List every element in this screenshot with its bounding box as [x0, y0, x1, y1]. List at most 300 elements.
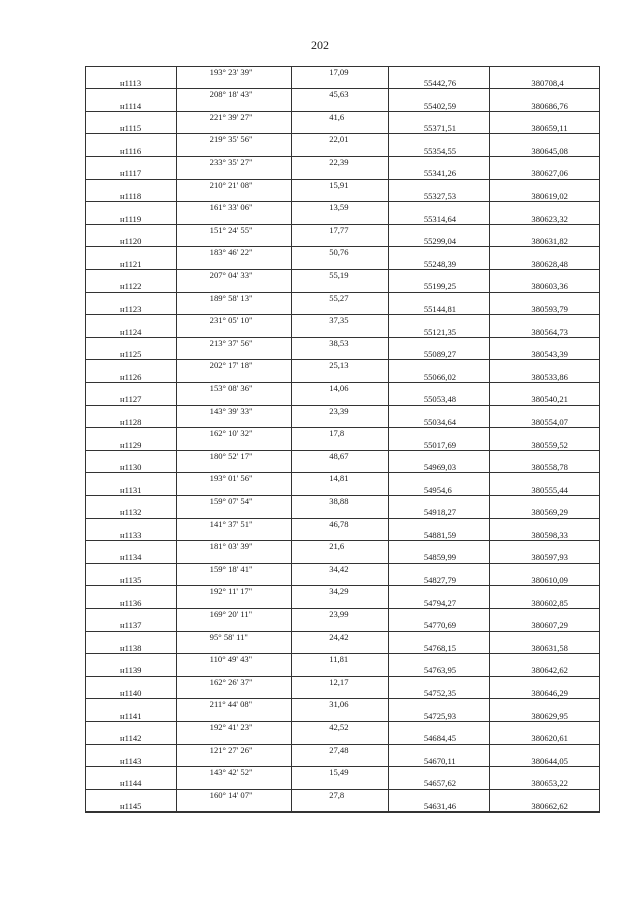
point-name-cell	[86, 101, 177, 111]
y-coordinate: 380659,11	[531, 123, 568, 134]
direction-angle-cell	[177, 293, 293, 304]
x-coordinate: 54631,46	[423, 801, 457, 811]
point-name: н1125	[120, 349, 142, 360]
y-coordinate-cell	[490, 281, 599, 291]
y-coordinate-cell	[490, 643, 599, 653]
x-coordinate-cell	[389, 417, 491, 427]
empty-cell	[490, 745, 599, 756]
distance-cell	[292, 473, 389, 484]
x-coordinate: 54794,27	[423, 597, 457, 608]
segment-row	[86, 473, 599, 484]
segment-row	[86, 722, 599, 733]
x-coordinate-cell	[389, 552, 491, 562]
distance: 23,99	[329, 608, 349, 619]
distance-cell	[292, 632, 389, 643]
distance: 22,39	[329, 157, 349, 168]
direction-angle-cell	[177, 519, 293, 530]
empty-cell	[389, 157, 491, 168]
point-name: н1141	[120, 710, 142, 721]
point-name: н1139	[120, 665, 142, 676]
distance: 34,42	[329, 563, 349, 574]
distance-cell	[292, 293, 389, 304]
distance: 45,63	[329, 89, 349, 100]
point-name-cell	[86, 575, 177, 585]
empty-cell	[292, 327, 389, 337]
x-coordinate: 55089,27	[423, 349, 457, 360]
direction-angle-cell	[177, 338, 293, 349]
distance: 37,35	[329, 315, 349, 326]
point-name-cell	[86, 733, 177, 743]
distance-cell	[292, 722, 389, 733]
direction-angle: 151° 24' 55"	[209, 224, 253, 235]
direction-angle: 180° 52' 17"	[209, 450, 253, 461]
empty-cell	[292, 281, 389, 291]
x-coordinate-cell	[389, 101, 491, 111]
empty-cell	[389, 722, 491, 733]
point-name: н1118	[120, 190, 142, 201]
x-coordinate: 54768,15	[423, 642, 457, 653]
empty-cell	[86, 767, 177, 778]
y-coordinate-cell	[490, 756, 599, 766]
point-row	[86, 665, 599, 676]
empty-cell	[490, 180, 599, 191]
segment-row	[86, 112, 599, 123]
empty-cell	[177, 123, 293, 133]
distance-cell	[292, 564, 389, 575]
y-coordinate: 380686,76	[531, 100, 568, 111]
distance-cell	[292, 541, 389, 552]
empty-cell	[389, 202, 491, 213]
point-name: н1117	[120, 168, 142, 179]
direction-angle: 233° 35' 27"	[209, 157, 253, 168]
empty-cell	[490, 202, 599, 213]
empty-cell	[86, 745, 177, 756]
distance: 31,06	[329, 699, 349, 710]
empty-cell	[177, 146, 293, 156]
direction-angle-cell	[177, 67, 293, 78]
y-coordinate-cell	[490, 598, 599, 608]
empty-cell	[177, 78, 293, 88]
empty-cell	[292, 304, 389, 314]
distance: 25,13	[329, 360, 349, 371]
empty-cell	[389, 180, 491, 191]
x-coordinate: 54670,11	[423, 755, 456, 766]
x-coordinate: 55371,51	[423, 123, 457, 134]
distance-cell	[292, 338, 389, 349]
segment-row	[86, 790, 599, 801]
y-coordinate: 380564,73	[531, 326, 568, 337]
x-coordinate-cell	[389, 575, 491, 585]
y-coordinate: 380540,21	[531, 394, 568, 405]
x-coordinate: 55034,64	[423, 416, 457, 427]
direction-angle-cell	[177, 745, 293, 756]
x-coordinate-cell	[389, 372, 491, 382]
x-coordinate: 55402,59	[423, 100, 457, 111]
empty-cell	[490, 270, 599, 281]
empty-cell	[292, 530, 389, 540]
y-coordinate: 380555,44	[531, 484, 568, 495]
direction-angle: 219° 35' 56"	[209, 134, 253, 145]
direction-angle: 159° 18' 41"	[209, 563, 253, 574]
direction-angle: 143° 42' 52"	[209, 767, 253, 778]
y-coordinate-cell	[490, 778, 599, 788]
point-row	[86, 101, 599, 112]
distance: 24,42	[329, 631, 349, 642]
y-coordinate: 380662,62	[531, 801, 568, 811]
direction-angle-cell	[177, 406, 293, 417]
page-number: 202	[311, 38, 329, 52]
direction-angle-cell	[177, 383, 293, 394]
distance-cell	[292, 383, 389, 394]
x-coordinate: 55248,39	[423, 258, 457, 269]
direction-angle-cell	[177, 632, 293, 643]
point-name: н1119	[120, 213, 142, 224]
segment-row	[86, 767, 599, 778]
y-coordinate-cell	[490, 733, 599, 743]
x-coordinate-cell	[389, 530, 491, 540]
distance-cell	[292, 745, 389, 756]
distance-cell	[292, 270, 389, 281]
point-name: н1114	[120, 100, 142, 111]
empty-cell	[86, 89, 177, 100]
point-name-cell	[86, 123, 177, 133]
empty-cell	[292, 485, 389, 495]
y-coordinate-cell	[490, 304, 599, 314]
empty-cell	[490, 247, 599, 258]
empty-cell	[490, 293, 599, 304]
empty-cell	[389, 134, 491, 145]
distance-cell	[292, 89, 389, 100]
point-row	[86, 801, 599, 812]
distance-cell	[292, 67, 389, 78]
empty-cell	[490, 157, 599, 168]
distance-cell	[292, 767, 389, 778]
empty-cell	[177, 778, 293, 788]
empty-cell	[86, 67, 177, 78]
direction-angle: 193° 23' 39"	[209, 67, 253, 77]
direction-angle: 207° 04' 33"	[209, 270, 253, 281]
empty-cell	[86, 247, 177, 258]
empty-cell	[389, 247, 491, 258]
x-coordinate-cell	[389, 756, 491, 766]
x-coordinate-cell	[389, 78, 491, 88]
distance-cell	[292, 519, 389, 530]
empty-cell	[177, 598, 293, 608]
y-coordinate-cell	[490, 327, 599, 337]
distance-cell	[292, 112, 389, 123]
distance: 13,59	[329, 202, 349, 213]
point-name: н1130	[120, 462, 142, 473]
y-coordinate: 380653,22	[531, 778, 568, 789]
empty-cell	[490, 225, 599, 236]
direction-angle: 110° 49' 43"	[209, 654, 253, 665]
segment-row	[86, 519, 599, 530]
distance: 55,27	[329, 292, 349, 303]
point-name-cell	[86, 620, 177, 630]
x-coordinate-cell	[389, 507, 491, 517]
empty-cell	[292, 259, 389, 269]
empty-cell	[86, 496, 177, 507]
x-coordinate: 54827,79	[423, 575, 457, 586]
direction-angle-cell	[177, 541, 293, 552]
point-name: н1134	[120, 552, 142, 563]
point-name-cell	[86, 304, 177, 314]
direction-angle-cell	[177, 157, 293, 168]
empty-cell	[292, 78, 389, 88]
empty-cell	[177, 304, 293, 314]
empty-cell	[389, 112, 491, 123]
point-row	[86, 440, 599, 451]
empty-cell	[490, 428, 599, 439]
empty-cell	[490, 677, 599, 688]
direction-angle-cell	[177, 112, 293, 123]
y-coordinate-cell	[490, 214, 599, 224]
point-name-cell	[86, 643, 177, 653]
point-name: н1144	[120, 778, 142, 789]
empty-cell	[490, 609, 599, 620]
direction-angle-cell	[177, 722, 293, 733]
segment-row	[86, 541, 599, 552]
point-name: н1140	[120, 688, 142, 699]
empty-cell	[389, 360, 491, 371]
distance: 21,6	[329, 541, 345, 552]
empty-cell	[389, 67, 491, 78]
segment-row	[86, 632, 599, 643]
empty-cell	[490, 134, 599, 145]
point-name-cell	[86, 349, 177, 359]
empty-cell	[86, 406, 177, 417]
direction-angle-cell	[177, 473, 293, 484]
empty-cell	[292, 711, 389, 721]
empty-cell	[292, 191, 389, 201]
y-coordinate-cell	[490, 530, 599, 540]
y-coordinate-cell	[490, 146, 599, 156]
empty-cell	[292, 236, 389, 246]
point-row	[86, 372, 599, 383]
y-coordinate: 380593,79	[531, 303, 568, 314]
empty-cell	[389, 338, 491, 349]
point-name-cell	[86, 801, 177, 811]
x-coordinate: 54657,62	[423, 778, 457, 789]
direction-angle-cell	[177, 609, 293, 620]
x-coordinate: 55066,02	[423, 371, 457, 382]
empty-cell	[292, 440, 389, 450]
segment-row	[86, 67, 599, 78]
distance: 50,76	[329, 247, 349, 258]
y-coordinate: 380646,29	[531, 688, 568, 699]
distance: 14,81	[329, 473, 349, 484]
y-coordinate-cell	[490, 236, 599, 246]
segment-row	[86, 609, 599, 620]
distance: 17,8	[329, 428, 345, 439]
empty-cell	[292, 620, 389, 630]
segment-row	[86, 180, 599, 191]
point-name-cell	[86, 281, 177, 291]
point-name: н1126	[120, 371, 142, 382]
x-coordinate: 55442,76	[423, 78, 457, 88]
point-row	[86, 394, 599, 405]
y-coordinate: 380602,85	[531, 597, 568, 608]
x-coordinate: 54770,69	[423, 620, 457, 631]
empty-cell	[490, 632, 599, 643]
point-row	[86, 236, 599, 247]
empty-cell	[490, 767, 599, 778]
y-coordinate-cell	[490, 665, 599, 675]
direction-angle-cell	[177, 180, 293, 191]
point-row	[86, 507, 599, 518]
y-coordinate: 380623,32	[531, 213, 568, 224]
x-coordinate-cell	[389, 123, 491, 133]
distance: 38,53	[329, 337, 349, 348]
point-row	[86, 78, 599, 89]
point-name-cell	[86, 191, 177, 201]
empty-cell	[389, 293, 491, 304]
point-row	[86, 620, 599, 631]
segment-row	[86, 406, 599, 417]
direction-angle: 183° 46' 22"	[209, 247, 253, 258]
point-name-cell	[86, 372, 177, 382]
empty-cell	[86, 202, 177, 213]
empty-cell	[177, 733, 293, 743]
direction-angle-cell	[177, 225, 293, 236]
empty-cell	[389, 564, 491, 575]
point-name: н1122	[120, 281, 142, 292]
direction-angle: 192° 11' 17"	[209, 586, 253, 597]
direction-angle: 162° 10' 32"	[209, 428, 253, 439]
empty-cell	[177, 214, 293, 224]
y-coordinate: 380629,95	[531, 710, 568, 721]
empty-cell	[177, 394, 293, 404]
direction-angle: 141° 37' 51"	[209, 518, 253, 529]
direction-angle: 192° 41' 23"	[209, 721, 253, 732]
empty-cell	[389, 225, 491, 236]
point-name-cell	[86, 688, 177, 698]
empty-cell	[389, 677, 491, 688]
segment-row	[86, 564, 599, 575]
direction-angle: 95° 58' 11"	[209, 631, 248, 642]
point-name-cell	[86, 552, 177, 562]
segment-row	[86, 699, 599, 710]
segment-row	[86, 270, 599, 281]
y-coordinate-cell	[490, 688, 599, 698]
distance: 22,01	[329, 134, 349, 145]
x-coordinate-cell	[389, 711, 491, 721]
empty-cell	[177, 327, 293, 337]
distance-cell	[292, 451, 389, 462]
empty-cell	[86, 315, 177, 326]
distance: 27,48	[329, 744, 349, 755]
x-coordinate-cell	[389, 440, 491, 450]
distance-cell	[292, 157, 389, 168]
point-row	[86, 778, 599, 789]
direction-angle-cell	[177, 790, 293, 801]
empty-cell	[292, 688, 389, 698]
segment-row	[86, 89, 599, 100]
empty-cell	[177, 236, 293, 246]
empty-cell	[177, 575, 293, 585]
empty-cell	[86, 112, 177, 123]
y-coordinate: 380610,09	[531, 575, 568, 586]
direction-angle: 213° 37' 56"	[209, 337, 253, 348]
x-coordinate: 54881,59	[423, 529, 457, 540]
empty-cell	[389, 383, 491, 394]
empty-cell	[86, 790, 177, 801]
distance-cell	[292, 586, 389, 597]
x-coordinate: 55341,26	[423, 168, 457, 179]
point-name-cell	[86, 778, 177, 788]
empty-cell	[177, 462, 293, 472]
point-row	[86, 168, 599, 179]
segment-row	[86, 247, 599, 258]
x-coordinate-cell	[389, 259, 491, 269]
empty-cell	[389, 451, 491, 462]
empty-cell	[389, 632, 491, 643]
distance: 34,29	[329, 586, 349, 597]
point-name: н1116	[120, 145, 142, 156]
x-coordinate-cell	[389, 643, 491, 653]
x-coordinate: 54954,6	[423, 484, 452, 495]
y-coordinate: 380597,93	[531, 552, 568, 563]
empty-cell	[86, 428, 177, 439]
x-coordinate: 54752,35	[423, 688, 457, 699]
coordinates-table	[85, 66, 600, 813]
distance-cell	[292, 428, 389, 439]
direction-angle: 210° 21' 08"	[209, 179, 253, 190]
empty-cell	[292, 417, 389, 427]
y-coordinate: 380631,58	[531, 642, 568, 653]
direction-angle: 189° 58' 13"	[209, 292, 253, 303]
point-row	[86, 733, 599, 744]
empty-cell	[177, 101, 293, 111]
point-row	[86, 688, 599, 699]
empty-cell	[292, 665, 389, 675]
empty-cell	[389, 790, 491, 801]
x-coordinate-cell	[389, 665, 491, 675]
point-row	[86, 214, 599, 225]
distance: 42,52	[329, 721, 349, 732]
point-name-cell	[86, 236, 177, 246]
empty-cell	[86, 699, 177, 710]
point-row	[86, 327, 599, 338]
point-name: н1137	[120, 620, 142, 631]
point-name-cell	[86, 665, 177, 675]
distance-cell	[292, 654, 389, 665]
distance: 15,49	[329, 767, 349, 778]
empty-cell	[490, 541, 599, 552]
empty-cell	[490, 112, 599, 123]
point-row	[86, 530, 599, 541]
x-coordinate: 55354,55	[423, 145, 457, 156]
distance-cell	[292, 202, 389, 213]
direction-angle: 231° 05' 10"	[209, 315, 253, 326]
empty-cell	[177, 417, 293, 427]
empty-cell	[292, 733, 389, 743]
point-row	[86, 281, 599, 292]
y-coordinate: 380569,29	[531, 507, 568, 518]
y-coordinate: 380598,33	[531, 529, 568, 540]
y-coordinate-cell	[490, 485, 599, 495]
direction-angle-cell	[177, 270, 293, 281]
segment-row	[86, 157, 599, 168]
empty-cell	[292, 349, 389, 359]
y-coordinate-cell	[490, 440, 599, 450]
distance: 17,77	[329, 224, 349, 235]
point-name-cell	[86, 394, 177, 404]
segment-row	[86, 338, 599, 349]
y-coordinate-cell	[490, 78, 599, 88]
distance: 41,6	[329, 111, 345, 122]
empty-cell	[490, 654, 599, 665]
